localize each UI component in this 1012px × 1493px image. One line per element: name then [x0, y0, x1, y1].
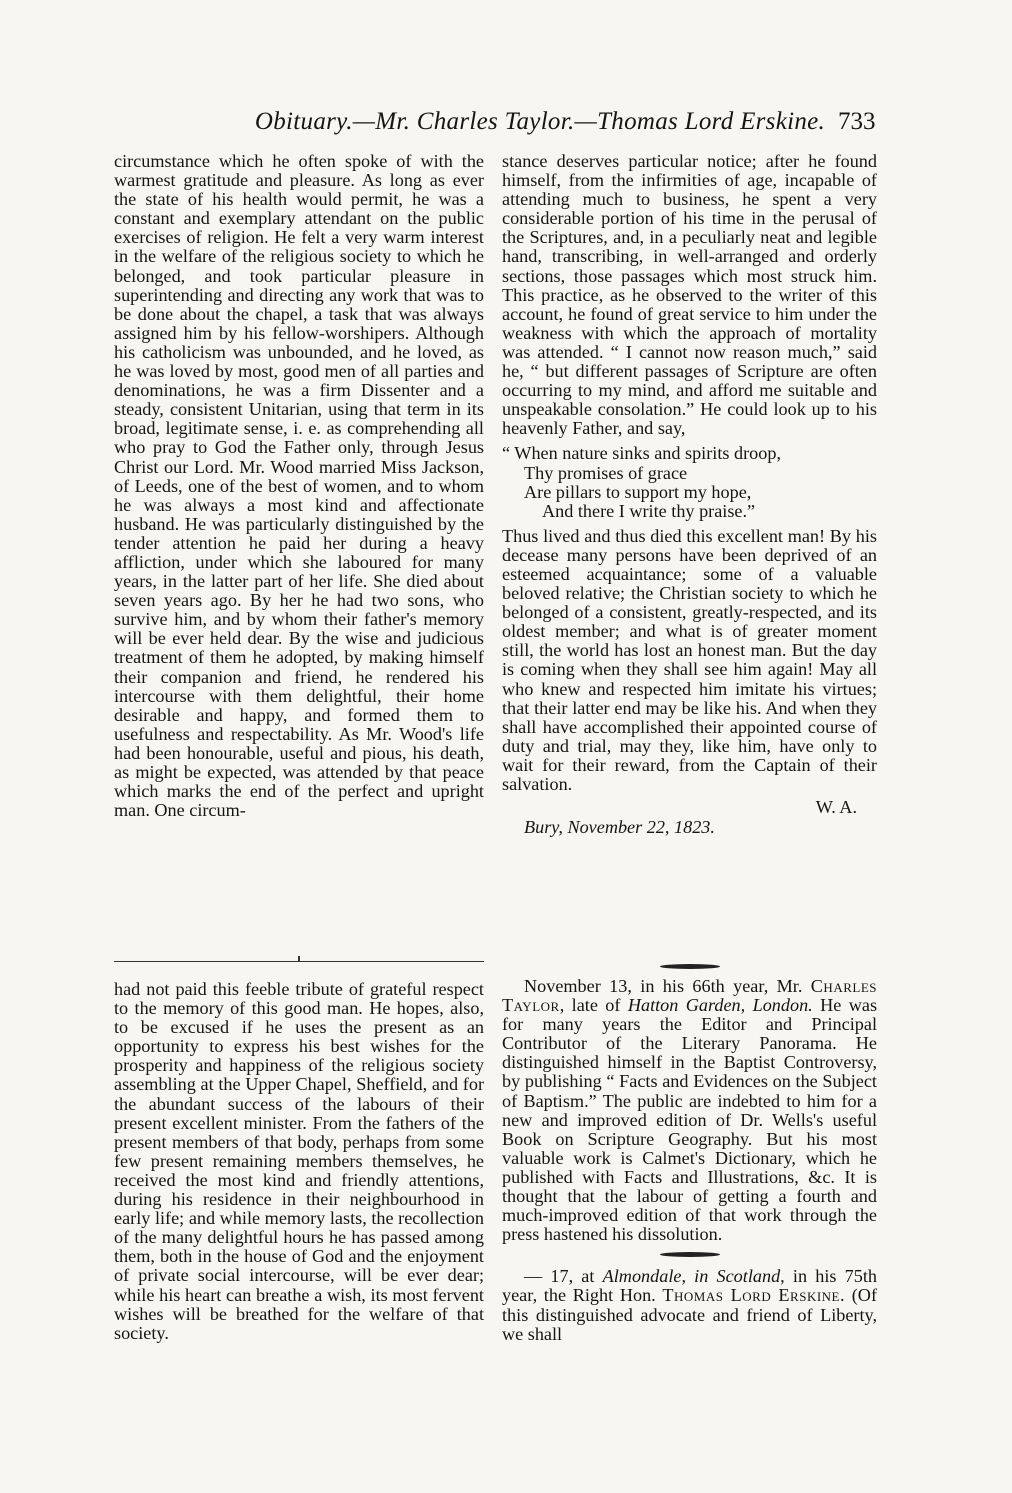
- obituary-taylor: [502, 977, 877, 1244]
- right-column-top: [502, 152, 877, 837]
- poem-line-1: “ When nature sinks and spirits droop,: [502, 443, 781, 464]
- taylor-place: Hatton Garden, London.: [627, 995, 813, 1016]
- place-date: Bury, November 22, 1823.: [524, 817, 715, 838]
- ornament-rule-2: [660, 1252, 720, 1257]
- obituary-wood-paragraph: circumstance which he often spoke of with the warmest gratitude and pleasure. As long as ever the state of his health would permit, he was a constant and exemplary attendant on the public exercises of religion. He felt a very warm interest in the welfare of the religious society to which he belonged, and took particular pleasure in superintending and directing any work that was to be done about the chapel, a task that was always assigned him by his fellow-worshipers. Although his catholicism was unbounded, and he loved, as he was loved by most, good men of all parties and denominations, he was a firm Dissenter and a steady, consistent Unitarian, using that term in its broad, legitimate sense, i. e. as comprehending all who pray to God the Father only, through Jesus Christ our Lord. Mr. Wood married Miss Jackson, of Leeds, one of the best of women, and to whom he was always a most kind and affectionate husband. He was particularly distinguished by the tender attention he paid her during a heavy affliction, under which she laboured for many years, in the latter part of her life. She died about seven years ago. By her he had two sons, who survive him, and by whom their father's memory will be ever held dear. By the wise and judicious treatment of them he adopted, by making himself their companion and friend, he rendered his intercourse with them delightful, their home desirable and happy, and formed them to usefulness and respectability. As Mr. Wood's life had been honourable, useful and pious, his death, as might be expected, was attended by that peace which marks the end of the perfect and upright man. One circum-: [114, 151, 484, 821]
- right-column-bottom: [502, 976, 878, 1344]
- ornament-rule: [660, 964, 720, 969]
- header-title: Obituary.—Mr. Charles Taylor.—Thomas Lord Erskine.: [254, 108, 826, 135]
- taylor-date: November 13, in his 66th year, Mr.: [524, 976, 803, 996]
- page-number: 733: [838, 108, 876, 135]
- taylor-late-of: , late of: [559, 995, 621, 1016]
- author-signature: W. A.: [815, 797, 857, 818]
- obituary-erskine: [502, 1267, 877, 1343]
- taylor-body: He was for many years the Editor and Principal Contributor of the Literary Panorama. He distinguished himself in the Baptist Controversy, by publishing “ Facts and Evidences on the Subject of Baptism.” The public are indebted to him for a new and improved edition of Dr. Wells's useful Book on Scripture Geography. But his most valuable work is Calmet's Dictionary, which he published with Facts and Illustrations, &c. It is thought that the labour of getting a fourth and much-improved edition of that work through the press hastened his dissolution.: [502, 995, 878, 1245]
- erskine-name: Thomas Lord Erskine.: [662, 1285, 846, 1306]
- poem-line-3: Are pillars to support my hope,: [524, 481, 752, 502]
- erskine-age: in his 75th year, the Right Hon.: [502, 1266, 878, 1306]
- left-column-bottom: [114, 980, 484, 1343]
- running-header: [200, 108, 880, 144]
- poem-line-2: Thy promises of grace: [524, 462, 688, 483]
- obituary-wood-closing: Thus lived and thus died this excellent man! By his decease many persons have been deprived of an esteemed acquaintance; some of a valuable beloved relative; the Christian society to which he belonged of a consistent, greatly-respected, and its oldest member; and what is of greater moment still, the world has lost an honest man. But the day is coming when they shall see him again! May all who knew and respected him imitate his virtues; that their latter end may be like his. And when they shall have accomplished their appointed course of duty and trial, may they, like him, have only to wait for their reward, from the Captain of their salvation.: [502, 525, 877, 794]
- divider-mark: [298, 956, 300, 962]
- hymn-quotation: [502, 444, 877, 520]
- erskine-body: (Of this distinguished advocate and friend of Liberty, we shall: [502, 1285, 877, 1344]
- left-column-top: [114, 152, 484, 820]
- taylor-name: Charles Taylor: [502, 976, 877, 1016]
- erskine-place: Almondale, in Scotland,: [602, 1266, 785, 1287]
- erskine-date: — 17, at: [524, 1266, 595, 1287]
- poem-line-4: And there I write thy praise.”: [542, 500, 756, 521]
- footnote-paragraph: had not paid this feeble tribute of grateful respect to the memory of this good man. He hopes, also, to be excused if he uses the present as an opportunity to express his best wishes for the prosperity and happiness of the religious society assembling at the Upper Chapel, Sheffield, and for the abundant success of the labours of their present excellent minister. From the fathers of the present members of that body, perhaps from some few present remaining members themselves, he received the most kind and friendly attentions, during his residence in their neighbourhood in early life; and while memory lasts, the recollection of the many delightful hours he has passed among them, both in the house of God and the enjoyment of private social intercourse, will be ever dear; while his heart can breathe a wish, its most fervent wishes will be breathed for the welfare of that society.: [114, 979, 484, 1343]
- obituary-wood-continuation: stance deserves particular notice; after he found himself, from the infirmities of age, incapable of attending much to business, he spent a very considerable portion of his time in the perusal of the Scriptures, and, in a peculiarly neat and legible hand, transcribing, in well-arranged and orderly sections, those passages which most struck him. This practice, as he observed to the writer of this account, he found of great service to him under the weakness with which the approach of mortality was attended. “ I cannot now reason much,” said he, “ but different passages of Scripture are often occurring to my mind, and afford me suitable and unspeakable consolation.” He could look up to his heavenly Father, and say,: [502, 151, 877, 439]
